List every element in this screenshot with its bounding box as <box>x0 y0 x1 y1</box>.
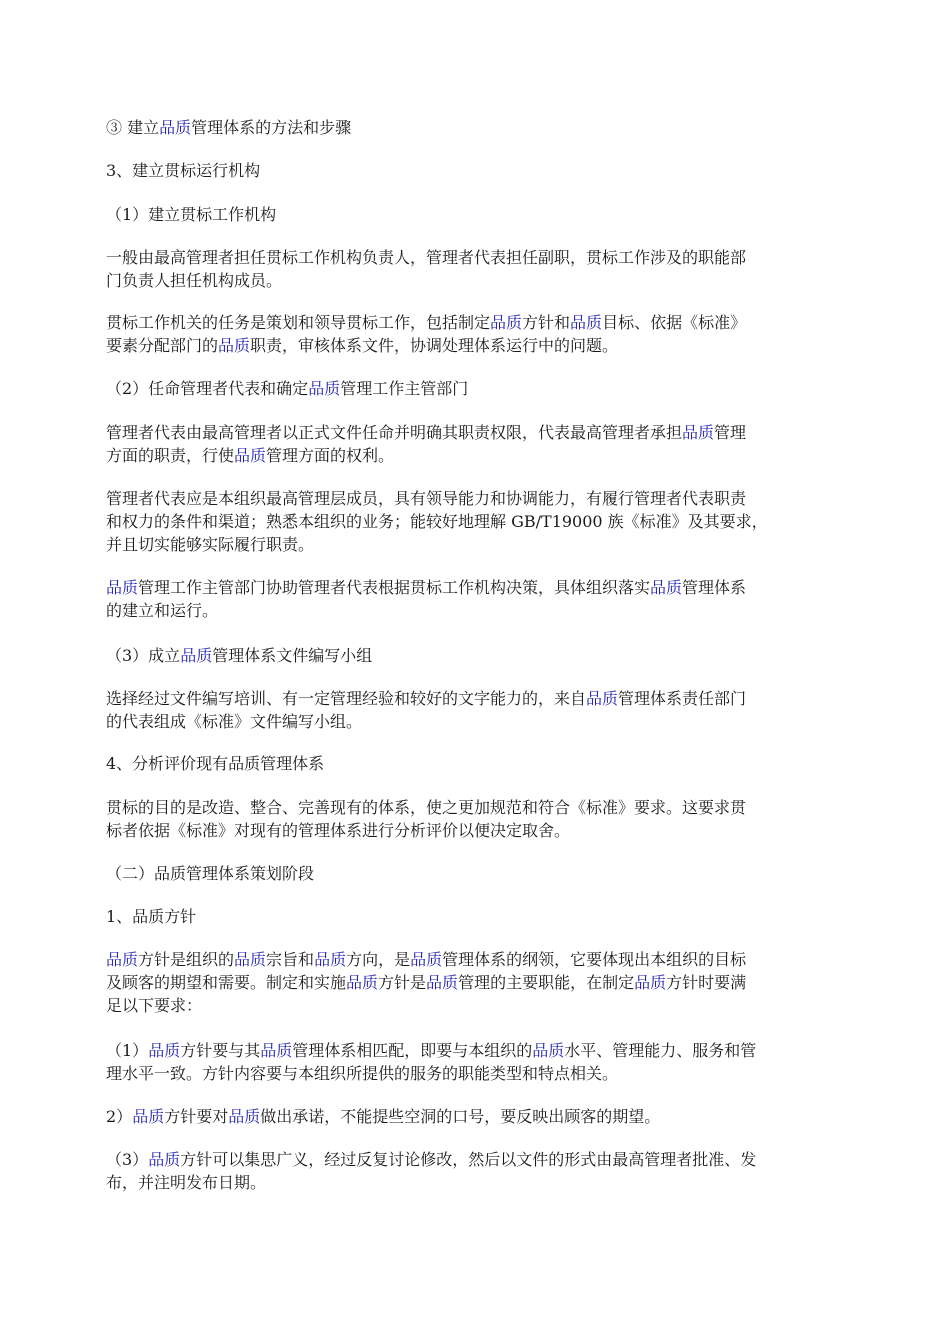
keyword-highlight: 品质 <box>234 446 267 465</box>
keyword-highlight: 品质 <box>490 313 523 332</box>
paragraph <box>106 116 836 139</box>
text-line: 和权力的条件和渠道；熟悉本组织的业务；能较好地理解 GB/T19000 族《标准》及其要求， <box>106 512 768 531</box>
keyword-highlight: 品质 <box>228 1107 261 1126</box>
paragraph <box>106 246 836 292</box>
keyword-highlight: 品质 <box>148 1150 181 1169</box>
text-line: 要素分配部门的品质职责，审核体系文件，协调处理体系运行中的问题。 <box>106 336 619 355</box>
keyword-highlight: 品质 <box>314 950 347 969</box>
keyword-highlight: 品质 <box>234 950 267 969</box>
paragraph <box>106 687 836 733</box>
text-line: （3）成立品质管理体系文件编写小组 <box>106 646 373 665</box>
text-line: （2）任命管理者代表和确定品质管理工作主管部门 <box>106 379 469 398</box>
keyword-highlight: 品质 <box>148 1041 181 1060</box>
keyword-highlight: 品质 <box>532 1041 565 1060</box>
paragraph <box>106 1148 836 1194</box>
text-line: （1）建立贯标工作机构 <box>106 205 277 224</box>
keyword-highlight: 品质 <box>426 973 459 992</box>
text-line: （二）品质管理体系策划阶段 <box>106 864 315 883</box>
paragraph <box>106 576 836 622</box>
text-line: 2）品质方针要对品质做出承诺，不能提些空洞的口号，要反映出顾客的期望。 <box>106 1107 661 1126</box>
keyword-highlight: 品质 <box>132 1107 165 1126</box>
paragraph <box>106 1105 836 1128</box>
paragraph <box>106 421 836 467</box>
keyword-highlight: 品质 <box>159 118 192 137</box>
paragraph <box>106 644 836 667</box>
keyword-highlight: 品质 <box>106 578 139 597</box>
paragraph <box>106 487 836 556</box>
paragraph <box>106 377 836 400</box>
text-line: ③ 建立品质管理体系的方法和步骤 <box>106 118 352 137</box>
text-line: （1）品质方针要与其品质管理体系相匹配，即要与本组织的品质水平、管理能力、服务和管 <box>106 1041 757 1060</box>
text-line: 一般由最高管理者担任贯标工作机构负责人，管理者代表担任副职，贯标工作涉及的职能部 <box>106 248 747 267</box>
keyword-highlight: 品质 <box>410 950 443 969</box>
paragraph <box>106 905 836 928</box>
text-line: 贯标的目的是改造、整合、完善现有的体系，使之更加规范和符合《标准》要求。这要求贯 <box>106 798 747 817</box>
text-line: 足以下要求： <box>106 996 203 1015</box>
text-line: 理水平一致。方针内容要与本组织所提供的服务的职能类型和特点相关。 <box>106 1064 619 1083</box>
text-line: 贯标工作机关的任务是策划和领导贯标工作，包括制定品质方针和品质目标、依据《标准》 <box>106 313 747 332</box>
keyword-highlight: 品质 <box>570 313 603 332</box>
text-line: 及顾客的期望和需要。制定和实施品质方针是品质管理的主要职能，在制定品质方针时要满 <box>106 973 747 992</box>
text-line: 4、分析评价现有品质管理体系 <box>106 754 325 773</box>
keyword-highlight: 品质 <box>586 689 619 708</box>
keyword-highlight: 品质 <box>218 336 251 355</box>
text-line: 并且切实能够实际履行职责。 <box>106 535 315 554</box>
paragraph <box>106 1039 836 1085</box>
keyword-highlight: 品质 <box>308 379 341 398</box>
text-line: 选择经过文件编写培训、有一定管理经验和较好的文字能力的，来自品质管理体系责任部门 <box>106 689 747 708</box>
keyword-highlight: 品质 <box>106 950 139 969</box>
paragraph <box>106 948 836 1017</box>
keyword-highlight: 品质 <box>682 423 715 442</box>
keyword-highlight: 品质 <box>260 1041 293 1060</box>
text-line: 的建立和运行。 <box>106 601 219 620</box>
text-line: 品质方针是组织的品质宗旨和品质方向，是品质管理体系的纲领，它要体现出本组织的目标 <box>106 950 747 969</box>
text-line: 方面的职责，行使品质管理方面的权利。 <box>106 446 395 465</box>
text-line: 布，并注明发布日期。 <box>106 1173 267 1192</box>
text-line: 的代表组成《标准》文件编写小组。 <box>106 712 363 731</box>
paragraph <box>106 203 836 226</box>
keyword-highlight: 品质 <box>650 578 683 597</box>
text-line: 1、品质方针 <box>106 907 197 926</box>
text-line: 管理者代表由最高管理者以正式文件任命并明确其职责权限，代表最高管理者承担品质管理 <box>106 423 747 442</box>
paragraph <box>106 311 836 357</box>
text-line: 标者依据《标准》对现有的管理体系进行分析评价以便决定取舍。 <box>106 821 571 840</box>
paragraph <box>106 796 836 842</box>
text-line: （3）品质方针可以集思广义，经过反复讨论修改，然后以文件的形式由最高管理者批准、发 <box>106 1150 757 1169</box>
text-line: 3、建立贯标运行机构 <box>106 161 261 180</box>
paragraph <box>106 862 836 885</box>
keyword-highlight: 品质 <box>634 973 667 992</box>
text-line: 管理者代表应是本组织最高管理层成员，具有领导能力和协调能力，有履行管理者代表职责 <box>106 489 747 508</box>
keyword-highlight: 品质 <box>180 646 213 665</box>
text-line: 品质管理工作主管部门协助管理者代表根据贯标工作机构决策，具体组织落实品质管理体系 <box>106 578 747 597</box>
keyword-highlight: 品质 <box>346 973 379 992</box>
text-line: 门负责人担任机构成员。 <box>106 271 283 290</box>
paragraph <box>106 752 836 775</box>
paragraph <box>106 159 836 182</box>
